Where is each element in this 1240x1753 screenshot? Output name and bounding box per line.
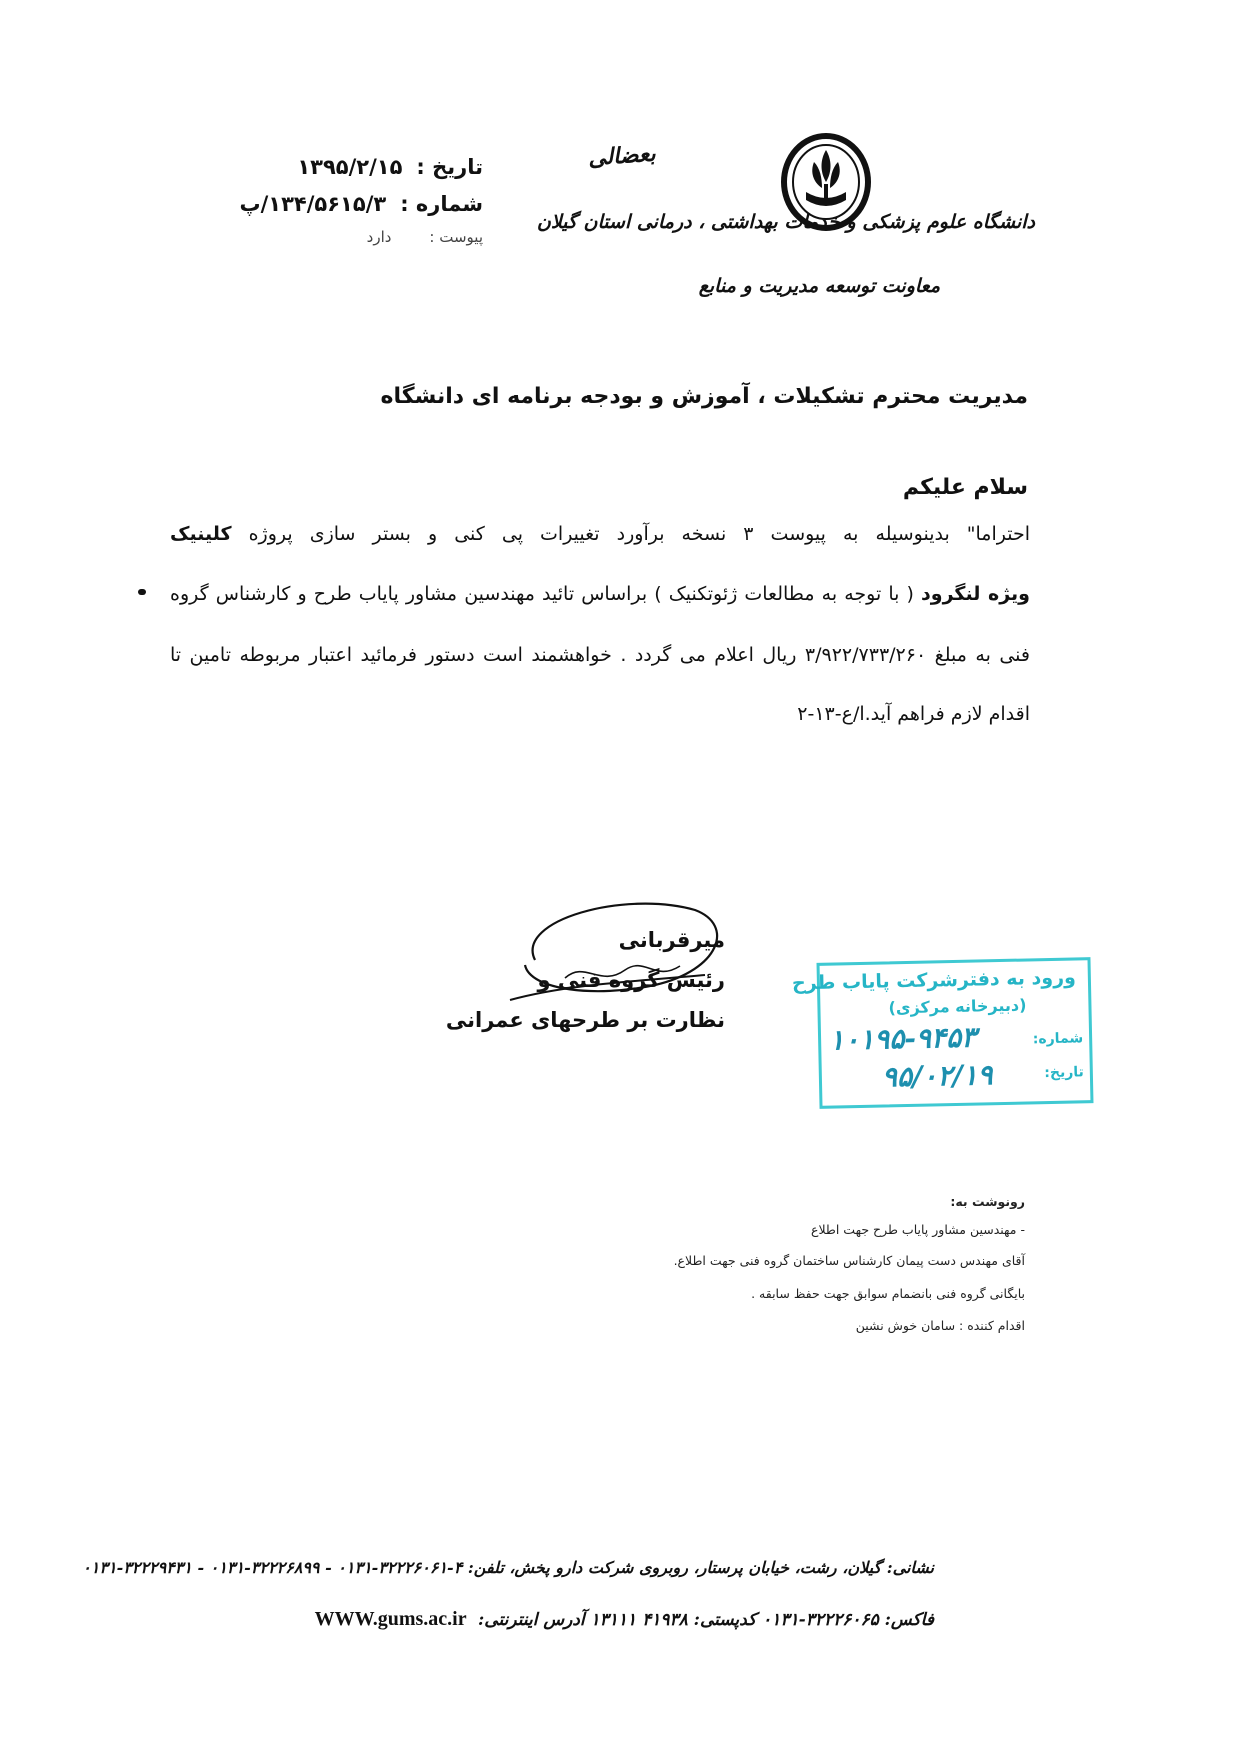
footer-fax-postal: فاکس: ۳۲۲۲۶۰۶۵-۰۱۳۱ کدپستی: ۴۱۹۳۸ ۱۳۱۱۱ آدرس اینترنتی: [478,1610,934,1630]
date-label: تاریخ : [416,155,483,179]
cc-item: اقدام کننده : سامان خوش نشین [855,1318,1025,1333]
body-line-4 [170,700,1030,728]
bismillah-calligraphy: بعضالی [587,140,657,172]
cc-item: بایگانی گروه فنی بانضمام سوابق جهت حفظ سابقه . [751,1286,1025,1301]
number-value: ۱۳۴/۵۶۱۵/۳/پ [239,192,387,216]
date-row [297,155,483,179]
signatory-title-1: رئیس گروه فنی و [537,968,725,992]
greeting: سلام علیکم [902,475,1028,500]
stamp-date-value: ۹۵/۰۲/۱۹ [881,1058,993,1094]
attachment-value: دارد [366,228,392,246]
registration-stamp [791,957,1094,1109]
stamp-number-label: شماره: [1032,1030,1084,1048]
body-text: ( با توجه به مطالعات ژئوتکنیک ) براساس تائید مهندسین مشاور پایاب طرح و کارشناس گروه [170,583,914,605]
body-project-name: کلینیک [170,523,232,545]
cc-heading: رونوشت به: [950,1194,1025,1209]
attachment-label: پیوست : [429,228,483,246]
margin-mark [138,589,146,595]
number-label: شماره : [400,192,483,216]
department-name: معاونت توسعه مدیریت و منابع [698,275,940,297]
number-row [240,192,483,216]
date-value: ۱۳۹۵/۲/۱۵ [297,155,403,179]
footer-address: نشانی: گیلان، رشت، خیابان پرستار، روبروی شرکت دارو پخش، تلفن: ۴-۳۲۲۲۶۰۶۱-۰۱۳۱ - ۳۲۲۲۶۸۹۹-۰۱۳۱ - ۳۲۲۲۹۴۳۱-۰۱۳۱ [82,1558,934,1577]
cc-item: آقای مهندس دست پیمان کارشناس ساختمان گروه فنی جهت اطلاع. [673,1253,1025,1268]
signatory-name: میرقربانی [618,928,725,952]
body-project-name: ویژه لنگرود [921,583,1030,605]
body-text: فنی به مبلغ ۳/۹۲۲/۷۳۳/۲۶۰ ریال اعلام می گردد . خواهشمند است دستور فرمائید اعتبار مربوطه تامین تا [170,644,1030,666]
body-line-3 [170,641,1030,669]
body-text: احتراما" بدینوسیله به پیوست ۳ نسخه برآورد تغییرات پی کنی و بستر سازی پروژه [248,523,1031,545]
recipient-line: مدیریت محترم تشکیلات ، آموزش و بودجه برنامه ای دانشگاه [380,384,1028,409]
cc-item: - مهندسین مشاور پایاب طرح جهت اطلاع [811,1222,1025,1237]
body-text: اقدام لازم فراهم آید.ا/ع-۱۳-۲ [797,703,1030,725]
body-line-1 [170,520,1030,548]
attachment-row [367,228,483,246]
stamp-title: ورود به دفترشرکت پایاب طرح [791,966,1077,995]
body-line-2 [170,580,1030,608]
footer-contact-row [315,1608,934,1631]
footer-website[interactable]: WWW.gums.ac.ir [314,1608,467,1630]
stamp-date-label: تاریخ: [1044,1064,1085,1082]
stamp-number-value: ۱۰۱۹۵-۹۴۵۳ [828,1020,977,1057]
signatory-title-2: نظارت بر طرحهای عمرانی [445,1008,725,1032]
stamp-subtitle: (دبیرخانه مرکزی) [888,995,1027,1018]
university-name: دانشگاه علوم پزشکی و خدمات بهداشتی ، درمانی استان گیلان [536,211,1035,233]
